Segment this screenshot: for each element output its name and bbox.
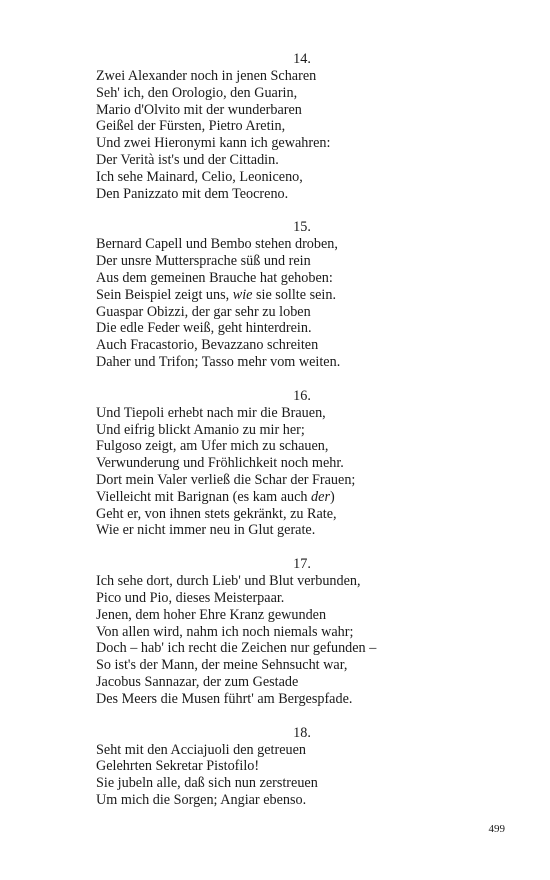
verse-line [96,472,496,489]
verse-line [96,253,496,270]
verse-line [96,118,496,135]
stanza [96,219,496,370]
verse-line [96,287,496,304]
verse-text: Den Panizzato mit dem Teocreno. [96,185,289,202]
verse-line [96,337,496,354]
verse-text: Wie er nicht immer neu in Glut gerate. [96,522,316,539]
verse-text: Verwunderung und Fröhlichkeit noch mehr. [96,455,344,472]
verse-line [96,590,496,607]
verse-text: Des Meers die Musen führt' am Bergespfade. [96,690,353,707]
verse-text: Auch Fracastorio, Bevazzano schreiten [96,337,319,354]
verse-text: Bernard Capell und Bembo stehen droben, [96,236,338,253]
verse-text: Mario d'Olvito mit der wunderbaren [96,101,302,118]
verse-line [96,573,496,590]
stanza-number: 17. [293,556,311,573]
verse-text: Zwei Alexander noch in jenen Scharen [96,68,317,84]
verse-line [96,405,496,422]
verse-line [96,640,496,657]
verse-text: Geißel der Fürsten, Pietro Aretin, [96,118,286,135]
verse-line [96,270,496,287]
verse-line [96,607,496,624]
verse-line [96,186,496,203]
verse-line [96,236,496,253]
verse-text: Fulgoso zeigt, am Ufer mich zu schauen, [96,438,329,455]
verse-line [96,354,496,371]
stanza-number: 16. [293,387,311,404]
stanza [96,725,496,809]
verse-text: Um mich die Sorgen; Angiar ebenso. [96,791,307,808]
verse-line [96,758,496,775]
verse-text: Der Verità ist's und der Cittadin. [96,151,279,168]
verse-text: Sie jubeln alle, daß sich nun zerstreuen [96,775,318,792]
verse-text: Vielleicht mit Barignan (es kam auch [96,488,312,505]
verse-text: Geht er, von ihnen stets gekränkt, zu Rate, [96,505,337,522]
verse-line [96,320,496,337]
stanza-number: 18. [293,724,311,741]
stanza-number: 15. [293,219,311,236]
verse-line [96,85,496,102]
verse-text: Und Tiepoli erhebt nach mir die Brauen, [96,404,326,421]
verse-line [96,422,496,439]
verse-text: sie sollte sein. [252,286,336,303]
stanza [96,388,496,539]
verse-line [96,657,496,674]
verse-text: Dort mein Valer verließ die Schar der Frauen; [96,471,356,488]
verse-line [96,775,496,792]
verse-text: Daher und Trifon; Tasso mehr vom weiten. [96,353,341,370]
stanza-number: 14. [293,51,311,67]
verse-line [96,522,496,539]
stanza-column [96,51,496,826]
page-number: 499 [488,823,505,835]
verse-text: Von allen wird, nahm ich noch niemals wahr; [96,623,354,640]
verse-text: ) [329,488,335,505]
stanza [96,556,496,707]
verse-emphasis: der [311,488,330,505]
verse-text: Jenen, dem hoher Ehre Kranz gewunden [96,606,327,623]
verse-line [96,506,496,523]
verse-text: Die edle Feder weiß, geht hinterdrein. [96,320,312,337]
verse-text: Und eifrig blickt Amanio zu mir her; [96,421,305,438]
verse-text: Jacobus Sannazar, der zum Gestade [96,673,299,690]
verse-text: Ich sehe Mainard, Celio, Leoniceno, [96,168,303,185]
verse-line [96,792,496,809]
verse-line [96,68,496,85]
verse-line [96,169,496,186]
verse-line [96,624,496,641]
verse-line [96,455,496,472]
verse-text: Sein Beispiel zeigt uns, [96,286,233,303]
verse-text: Ich sehe dort, durch Lieb' und Blut verbunden, [96,573,361,590]
verse-text: Pico und Pio, dieses Meisterpaar. [96,589,285,606]
verse-line [96,304,496,321]
verse-text: Und zwei Hieronymi kann ich gewahren: [96,135,331,152]
verse-line [96,489,496,506]
verse-text: Der unsre Muttersprache süß und rein [96,253,311,270]
verse-text: Gelehrten Sekretar Pistofilo! [96,758,260,775]
verse-line [96,438,496,455]
verse-text: Guaspar Obizzi, der gar sehr zu loben [96,303,311,320]
verse-line [96,674,496,691]
verse-line [96,742,496,759]
stanza [96,51,496,202]
verse-emphasis: wie [232,286,253,303]
verse-line [96,691,496,708]
verse-line [96,135,496,152]
verse-line [96,152,496,169]
verse-text: Doch – hab' ich recht die Zeichen nur gefunden – [96,640,377,657]
verse-text: Seht mit den Acciajuoli den getreuen [96,741,306,758]
verse-line [96,102,496,119]
verse-text: Seh' ich, den Orologio, den Guarin, [96,84,298,101]
verse-text: Aus dem gemeinen Brauche hat gehoben: [96,269,333,286]
verse-text: So ist's der Mann, der meine Sehnsucht war, [96,657,348,674]
